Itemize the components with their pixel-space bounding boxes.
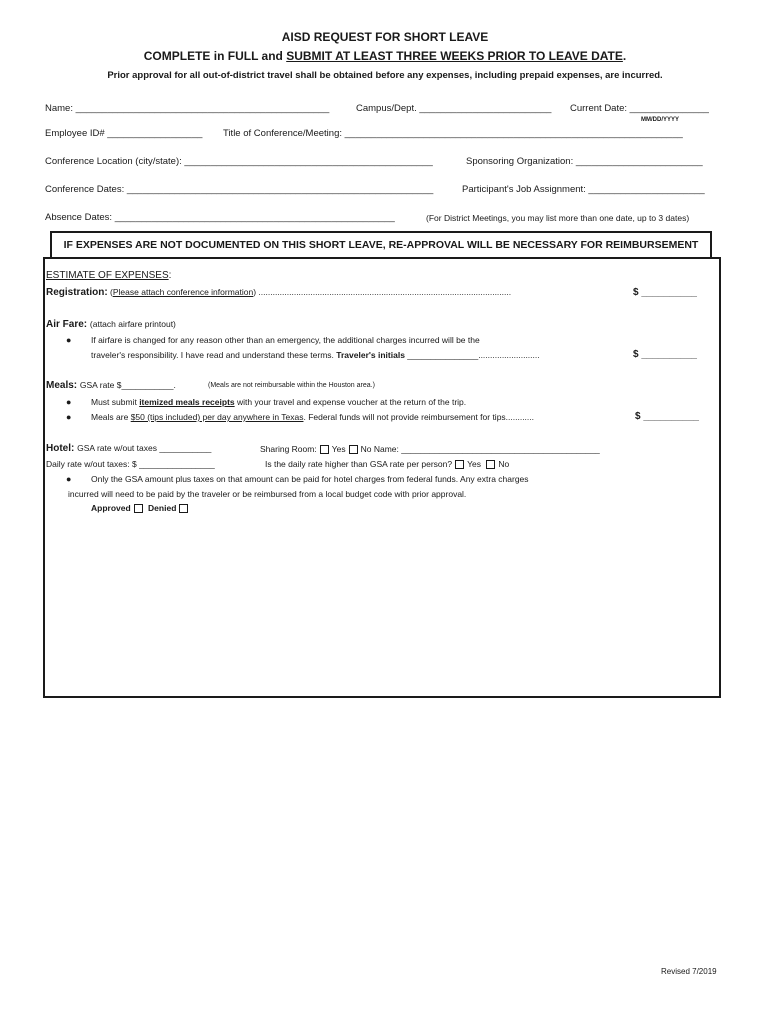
hotel-label: Hotel: — [46, 443, 75, 454]
revision-date: Revised 7/2019 — [661, 967, 717, 976]
subtitle-prefix: COMPLETE in FULL and — [143, 49, 287, 63]
hotel-row — [46, 443, 211, 454]
sharing-yes-label: Yes — [331, 444, 346, 454]
subtitle-deadline: SUBMIT AT LEAST THREE WEEKS PRIOR TO LEAVE DATE — [286, 49, 623, 63]
registration-note: Please attach conference information — [112, 287, 254, 297]
meals-bullet-2-pre: Meals are — [91, 412, 131, 422]
name-field[interactable]: Name: ________________________________________________ — [45, 103, 330, 114]
meals-receipts-requirement: itemized meals receipts — [139, 397, 235, 407]
hotel-bullet-1-cont: incurred will need to be paid by the traveler or be reimbursed from a local budget code with prior approval. — [68, 489, 467, 499]
hotel-gsa-rate-field[interactable]: GSA rate w/out taxes ___________ — [77, 443, 212, 453]
daily-rate-field[interactable]: Daily rate w/out taxes: $ ________________ — [46, 459, 215, 469]
meals-bullet-1 — [91, 397, 466, 407]
denied-checkbox[interactable] — [179, 504, 188, 513]
roommate-name-field[interactable]: Name: __________________________________________ — [373, 444, 600, 454]
travelers-initials-field[interactable]: _______________.......................... — [404, 350, 540, 360]
airfare-note: (attach airfare printout) — [89, 319, 176, 329]
meals-houston-note: (Meals are not reimbursable within the Houston area.) — [208, 382, 375, 389]
higher-no-label: No — [498, 459, 510, 469]
bullet-icon: ● — [66, 474, 72, 484]
registration-open-paren: ( — [107, 287, 113, 297]
higher-no-checkbox[interactable] — [486, 460, 495, 469]
estimate-heading — [46, 270, 171, 281]
subtitle-suffix: . — [622, 49, 627, 63]
current-date-field[interactable]: Current Date: _______________ — [570, 103, 709, 114]
sharing-no-checkbox[interactable] — [349, 445, 358, 454]
meals-gsa-rate-field[interactable]: GSA rate $___________. — [79, 380, 176, 390]
sponsoring-organization-field[interactable]: Sponsoring Organization: ________________________ — [466, 156, 703, 167]
absence-dates-note: (For District Meetings, you may list more than one date, up to 3 dates) — [426, 213, 690, 223]
approval-row — [91, 503, 191, 514]
airfare-bullet-1: If airfare is changed for any reason other than an emergency, the additional charges incurred will be the — [91, 335, 480, 345]
registration-label: Registration: — [46, 287, 108, 298]
sharing-room-row — [260, 444, 600, 455]
conference-location-field[interactable]: Conference Location (city/state): _______________________________________________ — [45, 156, 433, 167]
sharing-no-label: No — [360, 444, 372, 454]
sharing-yes-checkbox[interactable] — [320, 445, 329, 454]
registration-row — [46, 287, 511, 298]
meals-amount-field[interactable]: $ __________ — [635, 411, 699, 422]
registration-amount-field[interactable]: $ __________ — [633, 287, 697, 298]
form-subtitle — [0, 49, 770, 63]
airfare-terms-text: traveler's responsibility. I have read and understand these terms. — [91, 350, 334, 360]
approved-label: Approved — [91, 503, 131, 513]
conference-title-field[interactable]: Title of Conference/Meeting: ________________________________________________________________ — [223, 128, 683, 139]
estimate-heading-colon: : — [168, 270, 172, 281]
reimbursement-warning-banner: IF EXPENSES ARE NOT DOCUMENTED ON THIS SHORT LEAVE, RE-APPROVAL WILL BE NECESSARY FOR REIMBURSEMENT — [50, 231, 712, 259]
registration-leader: ) ........................................................................................................... — [253, 287, 512, 297]
approved-checkbox[interactable] — [134, 504, 143, 513]
meals-bullet-2 — [91, 412, 534, 422]
higher-yes-checkbox[interactable] — [455, 460, 464, 469]
approval-notice: Prior approval for all out-of-district travel shall be obtained before any expenses, including prepaid expenses, are incurred. — [107, 70, 663, 81]
hotel-bullet-1: Only the GSA amount plus taxes on that amount can be paid for hotel charges from federal funds. Any extra charges — [91, 474, 529, 484]
estimate-heading-text: ESTIMATE OF EXPENSES — [46, 270, 169, 281]
campus-field[interactable]: Campus/Dept. _________________________ — [356, 103, 552, 114]
employee-id-field[interactable]: Employee ID# __________________ — [45, 128, 203, 139]
airfare-label: Air Fare: — [46, 319, 88, 330]
job-assignment-field[interactable]: Participant's Job Assignment: ______________________ — [462, 184, 705, 195]
meals-bullet-1-post: with your travel and expense voucher at the return of the trip. — [234, 397, 467, 407]
denied-label: Denied — [148, 503, 177, 513]
bullet-icon: ● — [66, 335, 72, 345]
bullet-icon: ● — [66, 397, 72, 407]
meals-bullet-2-post: . Federal funds will not provide reimbursement for tips............ — [303, 412, 535, 422]
meals-bullet-1-pre: Must submit — [91, 397, 140, 407]
higher-yes-label: Yes — [467, 459, 481, 469]
airfare-terms-row — [91, 350, 540, 360]
sharing-room-label: Sharing Room: — [260, 444, 317, 454]
date-format-hint: MM/DD/YYYY — [641, 117, 680, 123]
travelers-initials-label: Traveler's initials — [336, 350, 405, 360]
higher-rate-row — [265, 459, 509, 470]
meals-daily-allowance: $50 (tips included) per day anywhere in Texas — [130, 412, 304, 422]
bullet-icon: ● — [66, 412, 72, 422]
airfare-amount-field[interactable]: $ __________ — [633, 349, 697, 360]
form-title: AISD REQUEST FOR SHORT LEAVE — [281, 30, 489, 44]
higher-rate-question: Is the daily rate higher than GSA rate per person? — [265, 459, 453, 469]
airfare-row — [46, 319, 176, 330]
meals-label: Meals: — [46, 380, 78, 391]
absence-dates-field[interactable]: Absence Dates: _____________________________________________________ — [45, 212, 395, 223]
meals-row — [46, 380, 176, 391]
conference-dates-field[interactable]: Conference Dates: __________________________________________________________ — [45, 184, 434, 195]
